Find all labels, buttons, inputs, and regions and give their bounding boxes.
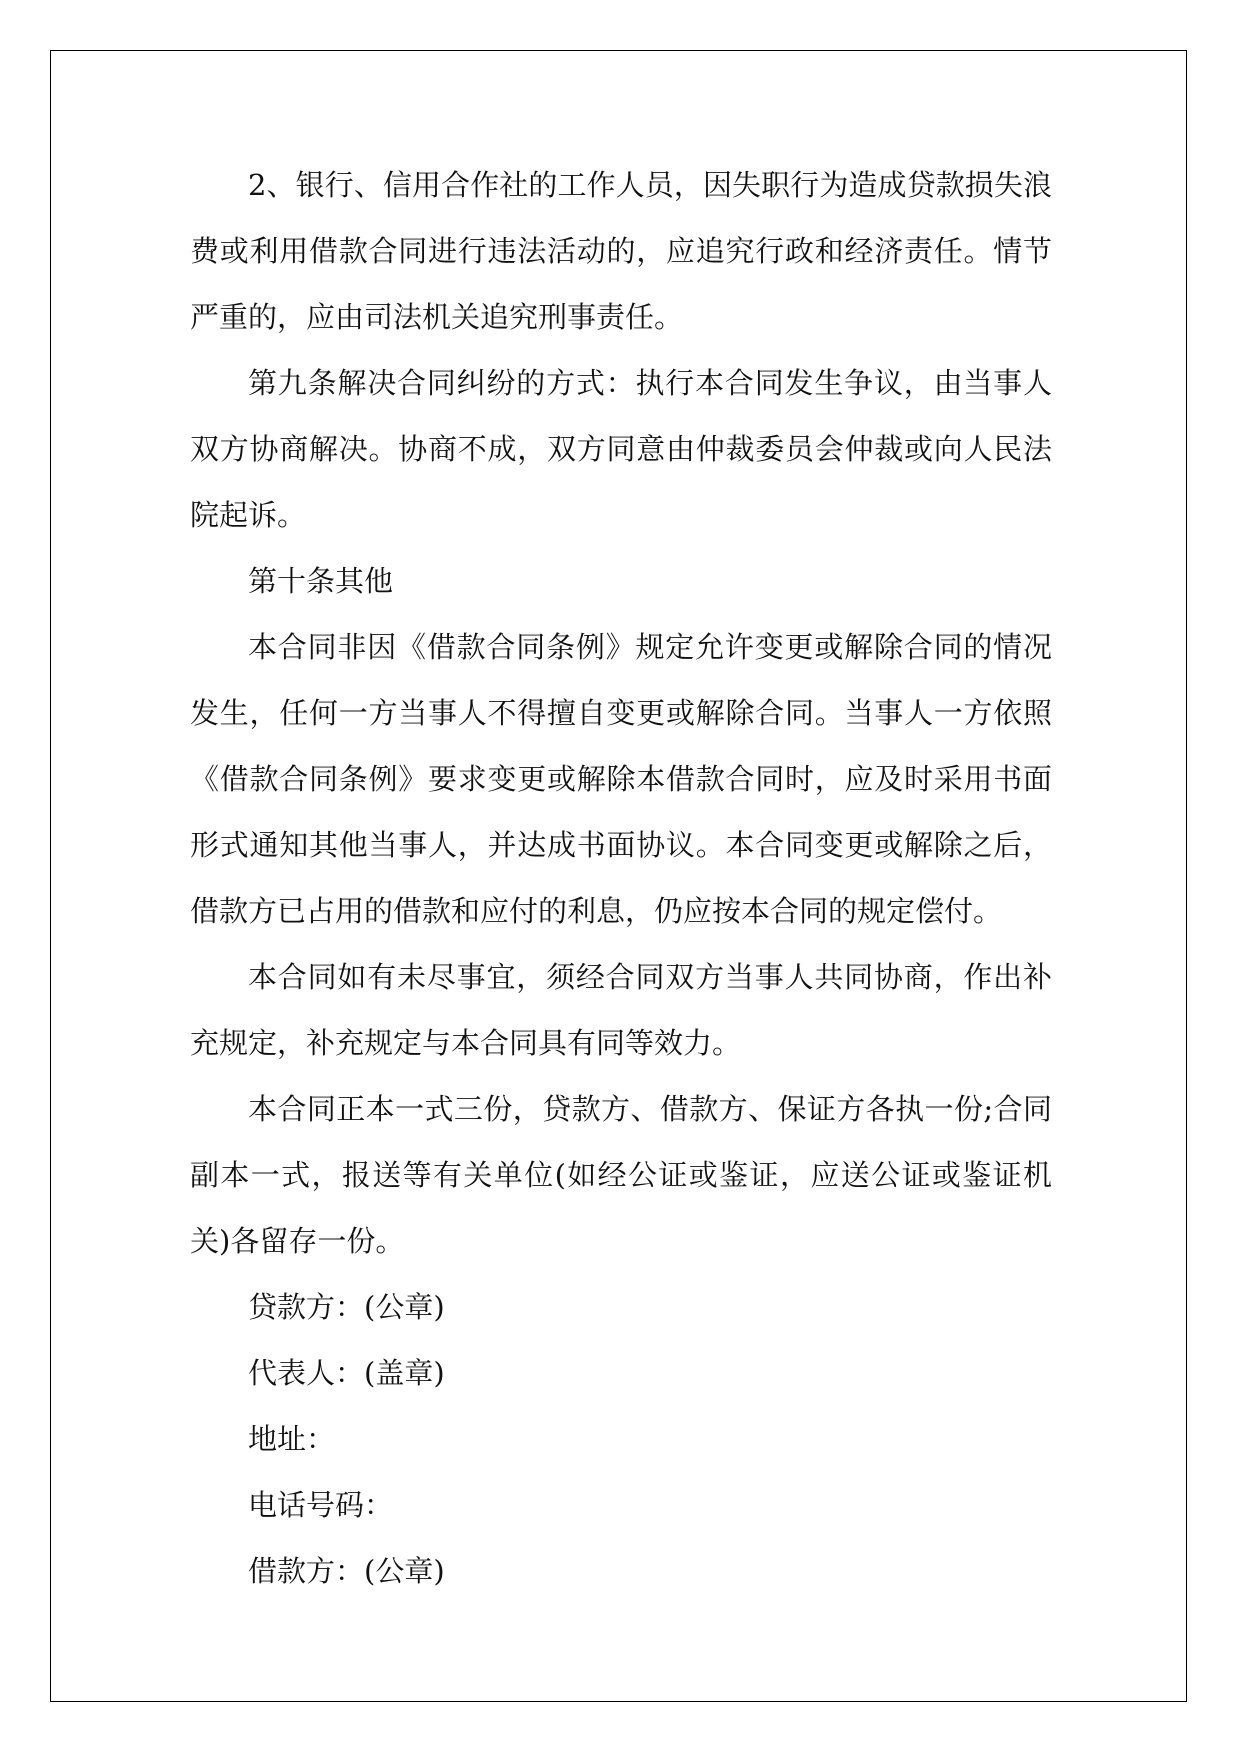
paragraph-article-9-dispute: 第九条解决合同纠纷的方式：执行本合同发生争议，由当事人双方协商解决。协商不成，双方同意由仲裁委员会仲裁或向人民法院起诉。 [190, 366, 1052, 532]
document-body [190, 152, 1052, 1604]
field-address: 地址： [248, 1422, 336, 1456]
signature-representative: 代表人：(盖章) [248, 1356, 445, 1390]
paragraph-liability-staff: 2、银行、信用合作社的工作人员，因失职行为造成贷款损失浪费或利用借款合同进行违法活动的，应追究行政和经济责任。情节严重的，应由司法机关追究刑事责任。 [190, 168, 1052, 334]
paragraph-article-10-heading: 第十条其他 [248, 564, 394, 598]
paragraph-contract-change: 本合同非因《借款合同条例》规定允许变更或解除合同的情况发生，任何一方当事人不得擅自变更或解除合同。当事人一方依照《借款合同条例》要求变更或解除本借款合同时，应及时采用书面形式通知其他当事人，并达成书面协议。本合同变更或解除之后，借款方已占用的借款和应付的利息，仍应按本合同的规定偿付。 [190, 630, 1052, 928]
signature-lender: 贷款方：(公章) [248, 1290, 445, 1324]
field-phone: 电话号码： [248, 1488, 394, 1522]
paragraph-supplementary: 本合同如有未尽事宜，须经合同双方当事人共同协商，作出补充规定，补充规定与本合同具有同等效力。 [190, 960, 1052, 1060]
paragraph-copies: 本合同正本一式三份，贷款方、借款方、保证方各执一份;合同副本一式，报送等有关单位(如经公证或鉴证，应送公证或鉴证机关)各留存一份。 [190, 1092, 1052, 1258]
signature-borrower: 借款方：(公章) [248, 1554, 445, 1588]
